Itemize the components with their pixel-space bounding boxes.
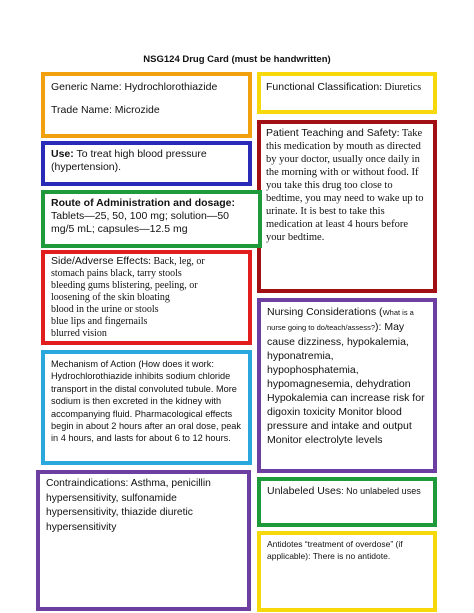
patient-value: : Take this medication by mouth as directed by your doctor, usually once daily in the morning with or without food. If you take this drug too close to bedtime, you may need to wake up to urinate. It is best to take this medication at least 4 hours before your bedtime. <box>266 128 424 243</box>
generic-name: Generic Name: Hydrochlorothiazide <box>51 81 218 93</box>
patient-label: Patient Teaching and Safety <box>266 127 397 139</box>
mechanism-label: Mechanism of Action (How does it work: <box>51 359 214 369</box>
unlabeled-value: : No unlabeled uses <box>341 486 421 496</box>
generic-name-box <box>41 72 252 138</box>
antidotes-value: : There is no antidote. <box>308 551 391 561</box>
route-box <box>41 190 262 248</box>
functional-value: : Diuretics <box>379 82 422 93</box>
use-value: To treat high blood pressure (hypertension). <box>51 148 207 173</box>
contra-label: Contraindications: <box>46 478 129 489</box>
side-effect-item: stomach pains black, tarry stools <box>51 268 182 279</box>
antidotes-label: Antidotes “treatment of overdose” (if applicable) <box>267 539 403 561</box>
side-label: Side/Adverse Effects <box>51 255 149 267</box>
contra-value: Asthma, penicillin hypersensitivity, sulfonamide hypersensitivity, thiazide diuretic hypersensitivity <box>46 478 211 533</box>
side-effect-item: loosening of the skin bloating <box>51 292 170 303</box>
side-effect-item: blurred vision <box>51 328 107 339</box>
antidotes-box <box>257 531 437 612</box>
nursing-value: ): May cause dizziness, hypokalemia, hyponatremia, hypophosphatemia, hypomagnesemia, dehydration Hypokalemia can increase risk for digoxin toxicity Monitor blood pressure and intake and output Monitor electrolyte levels <box>267 321 425 446</box>
nursing-hint: What is a nurse going to do/teach/assess? <box>267 308 414 332</box>
side-effect-item: bleeding gums blistering, peeling, or <box>51 280 198 291</box>
page-title: NSG124 Drug Card (must be handwritten) <box>143 54 331 65</box>
route-label: Route of Administration and dosage: <box>51 197 235 209</box>
functional-label: Functional Classification <box>266 81 380 93</box>
unlabeled-label: Unlabeled Uses <box>267 485 342 497</box>
use-box <box>41 141 252 186</box>
patient-teaching-box <box>257 120 437 293</box>
trade-name: Trade Name: Microzide <box>51 104 160 116</box>
mechanism-value: Hydrochlorothiazide inhibits sodium chloride transport in the distal convoluted tubule. More sodium is then excreted in the kidney with accompanying fluid. Pharmacological effects begin in about 2 hours after an oral dose, peak in 4 hours, and lasts for about 6 to 12 hours. <box>51 371 242 444</box>
side-effect-item: blue lips and fingernails <box>51 316 148 327</box>
unlabeled-uses-box <box>257 477 437 527</box>
side-first: : Back, leg, or <box>148 256 205 267</box>
side-effects-box <box>41 250 252 345</box>
mechanism-box <box>41 350 252 465</box>
route-value: Tablets—25, 50, 100 mg; solution—50 mg/5 mL; capsules—12.5 mg <box>51 210 230 235</box>
nursing-considerations-box <box>257 298 437 473</box>
nursing-label: Nursing Considerations ( <box>267 306 383 318</box>
contraindications-box <box>36 470 251 611</box>
side-effect-item: blood in the urine or stools <box>51 304 159 315</box>
functional-classification-box <box>257 72 437 114</box>
use-label: Use: <box>51 148 74 160</box>
